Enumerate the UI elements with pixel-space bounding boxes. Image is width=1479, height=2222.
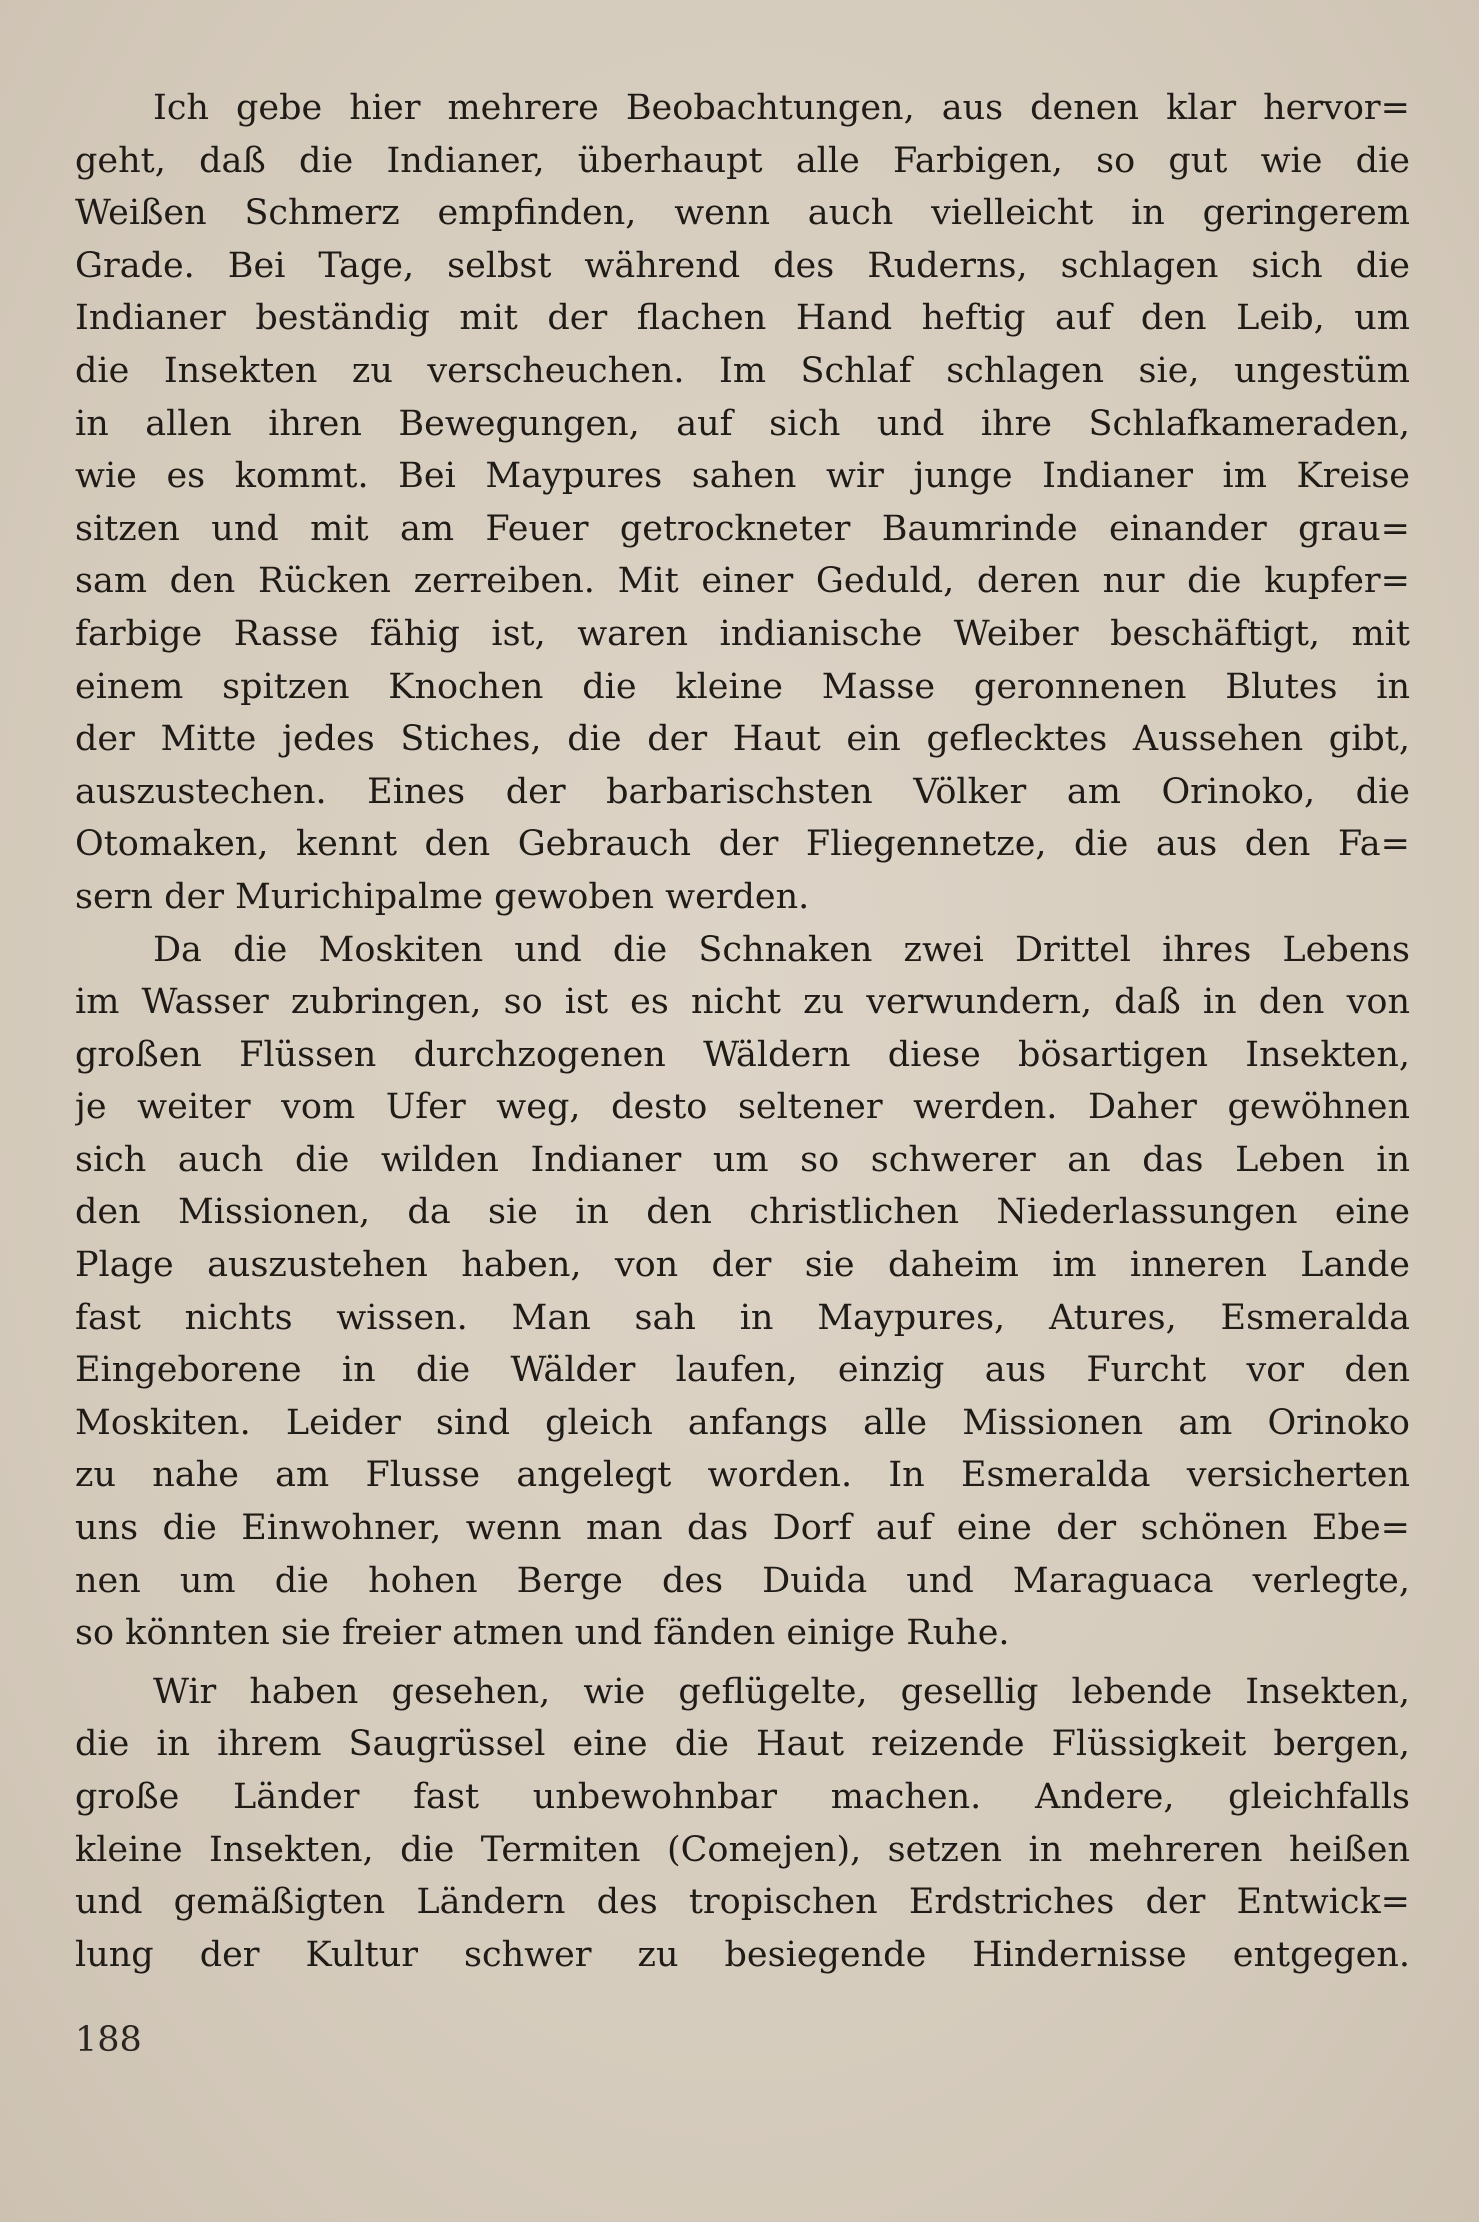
text-line: kleine Insekten, die Termiten (Comejen), setzen in mehreren heißen [75,1829,1410,1870]
text-line: Indianer beständig mit der flachen Hand heftig auf den Leib, um [75,298,1410,339]
text-line: lung der Kultur schwer zu besiegende Hindernisse entgegen. [75,1934,1410,1975]
text-line: so könnten sie freier atmen und fänden einige Ruhe. [75,1613,1010,1654]
text-line: geht, daß die Indianer, überhaupt alle Farbigen, so gut wie die [75,140,1410,181]
text-line: fast nichts wissen. Man sah in Maypures, Atures, Esmeralda [75,1297,1410,1338]
text-line: sitzen und mit am Feuer getrockneter Baumrinde einander grau= [75,508,1410,549]
text-line: Grade. Bei Tage, selbst während des Ruderns, schlagen sich die [75,245,1410,286]
text-line: Plage auszustehen haben, von der sie daheim im inneren Lande [75,1245,1410,1286]
text-line: Wir haben gesehen, wie geflügelte, gesellig lebende Insekten, [153,1671,1410,1712]
paragraph-1 [75,82,1410,924]
text-line: wie es kommt. Bei Maypures sahen wir junge Indianer im Kreise [75,456,1410,497]
text-line: sern der Murichipalme gewoben werden. [75,876,810,917]
text-line: je weiter vom Ufer weg, desto seltener werden. Daher gewöhnen [75,1087,1410,1128]
text-line: der Mitte jedes Stiches, die der Haut ein geflecktes Aussehen gibt, [75,719,1410,760]
text-line: sam den Rücken zerreiben. Mit einer Geduld, deren nur die kupfer= [75,561,1410,602]
text-line: in allen ihren Bewegungen, auf sich und ihre Schlafkameraden, [75,403,1410,444]
text-line: große Länder fast unbewohnbar machen. Andere, gleichfalls [75,1777,1410,1817]
text-line: farbige Rasse fähig ist, waren indianische Weiber beschäftigt, mit [75,613,1410,654]
text-line: großen Flüssen durchzogenen Wäldern diese bösartigen Insekten, [75,1034,1410,1075]
body-text [75,82,1410,1981]
text-line: Weißen Schmerz empfinden, wenn auch vielleicht in geringerem [75,193,1410,234]
text-line: die Insekten zu verscheuchen. Im Schlaf schlagen sie, ungestüm [75,350,1410,391]
text-line: Ich gebe hier mehrere Beobachtungen, aus denen klar hervor= [153,88,1410,128]
text-line: sich auch die wilden Indianer um so schwerer an das Leben in [75,1139,1410,1180]
text-line: Otomaken, kennt den Gebrauch der Fliegennetze, die aus den Fa= [75,824,1410,865]
text-line: und gemäßigten Ländern des tropischen Erdstriches der Entwick= [75,1882,1410,1923]
text-line: im Wasser zubringen, so ist es nicht zu verwundern, daß in den von [75,982,1410,1023]
text-line: zu nahe am Flusse angelegt worden. In Esmeralda versicherten [75,1455,1410,1496]
text-line: auszustechen. Eines der barbarischsten Völker am Orinoko, die [75,771,1410,812]
text-line: einem spitzen Knochen die kleine Masse geronnenen Blutes in [75,666,1410,707]
text-line: uns die Einwohner, wenn man das Dorf auf eine der schönen Ebe= [75,1508,1410,1549]
paragraph-3 [75,1666,1410,1982]
text-line: Eingeborene in die Wälder laufen, einzig aus Furcht vor den [75,1350,1410,1391]
text-line: den Missionen, da sie in den christlichen Niederlassungen eine [75,1192,1410,1233]
paragraph-2 [75,924,1410,1660]
page-number: 188 [75,2020,142,2060]
text-line: nen um die hohen Berge des Duida und Maraguaca verlegte, [75,1560,1410,1601]
text-line: Da die Moskiten und die Schnaken zwei Drittel ihres Lebens [153,929,1410,970]
text-line: die in ihrem Saugrüssel eine die Haut reizende Flüssigkeit bergen, [75,1724,1410,1765]
text-line: Moskiten. Leider sind gleich anfangs alle Missionen am Orinoko [75,1402,1410,1443]
